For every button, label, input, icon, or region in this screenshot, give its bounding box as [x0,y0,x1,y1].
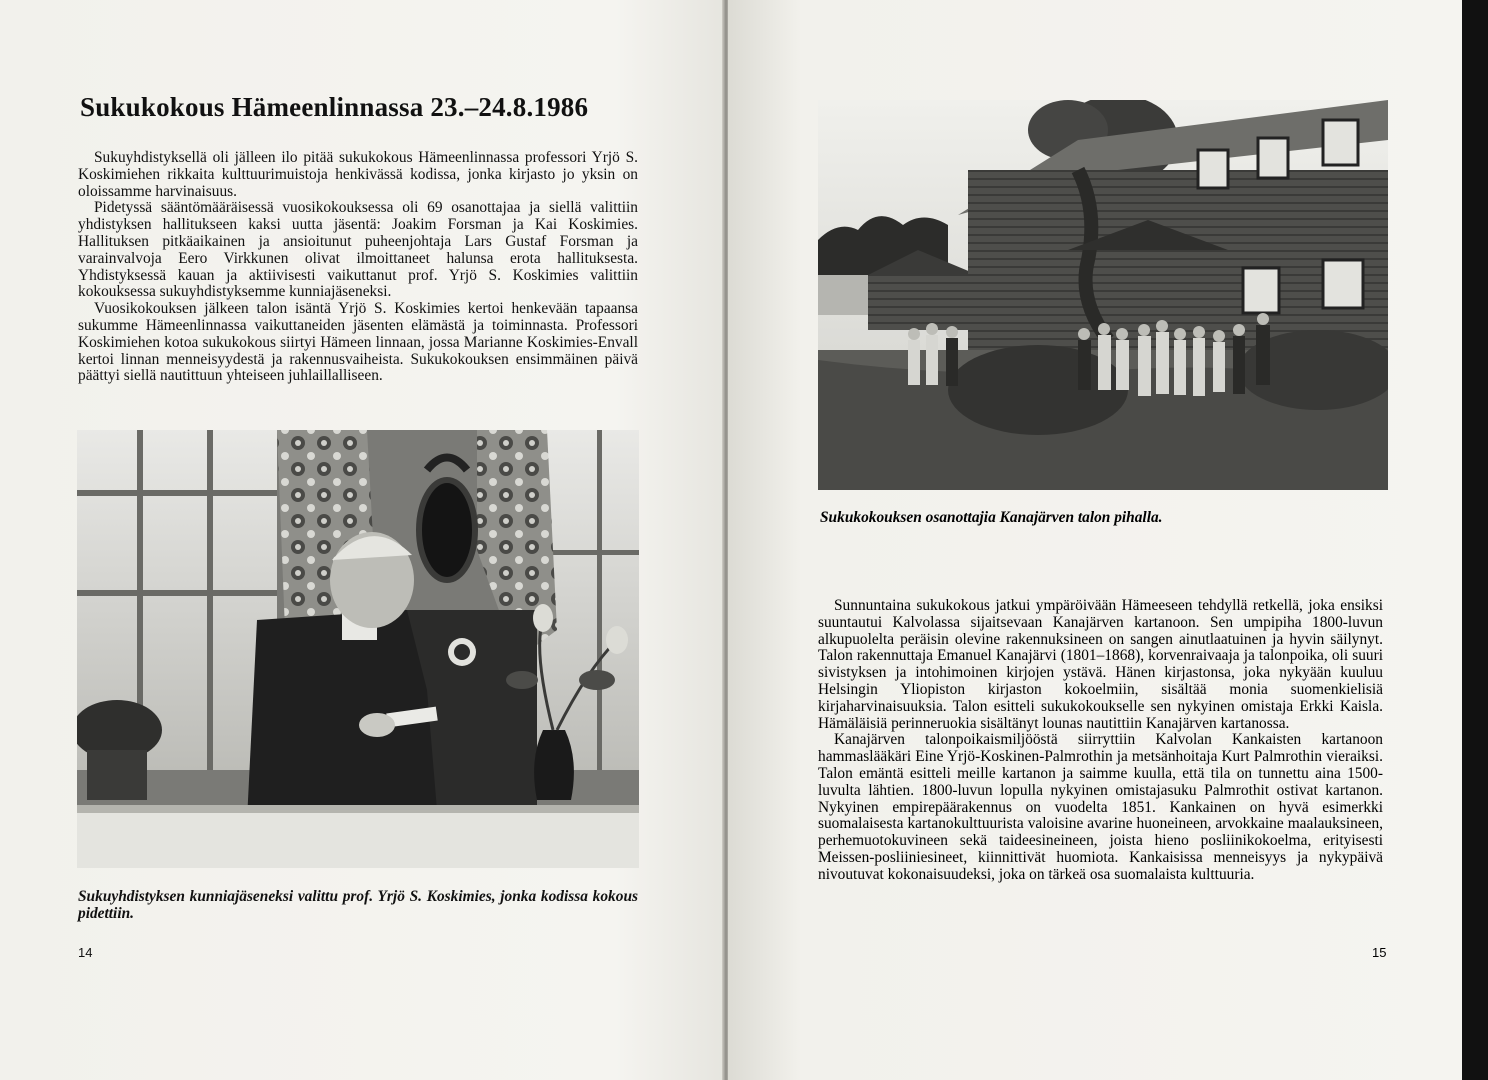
photo-professor-reading [77,430,639,868]
page-number-right: 15 [1372,945,1387,960]
photo-professor-image [77,430,639,868]
photo-farmyard-image [818,100,1388,490]
scan-dark-edge [1462,0,1488,1080]
photo-caption-left: Sukuyhdistyksen kunniajäseneksi valittu prof. Yrjö S. Koskimies, jonka kodissa kokous pidettiin. [78,888,638,922]
left-paragraph: Vuosikokouksen jälkeen talon isäntä Yrjö S. Koskimies kertoi henkevään tapaansa sukumme Hämeenlinnassa vaikuttaneiden jäsenten elämästä ja toiminnasta. Professori Koskimiehen kotoa sukukokous siirtyi Hämeen linnaan, jossa Marianne Koskimies-Envall kertoi linnan menneisyydestä ja rakennusvaiheista. Sukukokouksen ensimmäinen päivä päättyi siellä nautittuun yhteiseen juhlaillalliseen. [78,300,638,385]
photo-farmyard-gathering [818,100,1388,490]
photo-caption-right: Sukukokouksen osanottajia Kanajärven talon pihalla. [820,509,1163,526]
right-paragraph: Sunnuntaina sukukokous jatkui ympäröivään Hämeeseen tehdyllä retkellä, joka ensiksi suuntautui Kalvolassa sijaitsevaan Kanajärven kartanoon. Sen umpipiha 1800-luvun alkupuolelta peräisin olevine rakennuksineen on sangen ainutlaatuinen ja hyvin säilynyt. Talon rakennuttaja Emanuel Kanajärvi (1801–1868), korvenraivaaja ja talonpoika, oli suuri sivistyksen ja intohimoinen kirjojen ystävä. Hänen kirjastonsa, joka nykyään kuuluu Helsingin Yliopiston kirjaston kokoelmiin, sisältää monia suomenkielisiä kirjaharvinaisuuksia. Talon esitteli sukukokoukselle sen nykyinen omistaja Erkki Kaisla. Hämäläisiä perinneruokia sisältänyt lounas nautittiin Kanajärven kartanossa. [818,597,1383,732]
article-title: Sukukokous Hämeenlinnassa 23.–24.8.1986 [80,92,589,122]
page-number-left: 14 [78,945,93,960]
left-paragraph: Sukuyhdistyksellä oli jälleen ilo pitää sukukokous Hämeenlinnassa professori Yrjö S. Koskimiehen rikkaita kulttuurimuistoja henkivässä kodissa, jonka kirjasto jo yksin on oloissamme harvinaisuus. [78,149,638,200]
right-paragraph: Kanajärven talonpoikaismiljööstä siirryttiin Kalvolan Kankaisten kartanoon hammaslääkäri Eine Yrjö-Koskinen-Palmrothin ja metsänhoitaja Kurt Palmrothin vieraiksi. Talon emäntä esitteli meille kartanon ja saimme kuulla, että tila on tunnettu aina 1500-luvulta lähtien. 1800-luvun lopulla nykyinen omistajasuku Palmrothit ostivat kartanon. Nykyinen empirepäärakennus on vuodelta 1851. Kankainen on hyvä esimerkki suomalaisesta kartanokulttuurista valoisine avarine huoneineen, arvokkaine maalauksineen, perhemuotokuvineen sekä taideesineineen, joista hieno posliinikokoelma, erityisesti Meissen-posliiniesineet, kiinnittivät huomiota. Kankaisissa menneisyys ja nykypäivä nivoutuvat kokonaisuudeksi, joka on tärkeä osa suomalaista kulttuuria. [818,731,1383,883]
left-body-text [78,150,638,385]
right-body-text [818,598,1383,884]
left-page [0,0,724,1080]
left-paragraph: Pidetyssä sääntömääräisessä vuosikokouksessa oli 69 osanottajaa ja siellä valittiin yhdistyksen hallitukseen kaksi uutta jäsentä: Joakim Forsman ja Kai Koskimies. Hallituksen pitkäaikainen ja ansioitunut puheenjohtaja Lars Gustaf Forsman ja varainvalvoja Eero Virkkunen olivat ilmoittaneet halunsa erota hallituksesta. Yhdistyksessä kauan ja aktiivisesti vaikuttanut prof. Yrjö S. Koskimies valittiin kokouksessa sukuyhdistyksemme kunniajäseneksi. [78,199,638,301]
